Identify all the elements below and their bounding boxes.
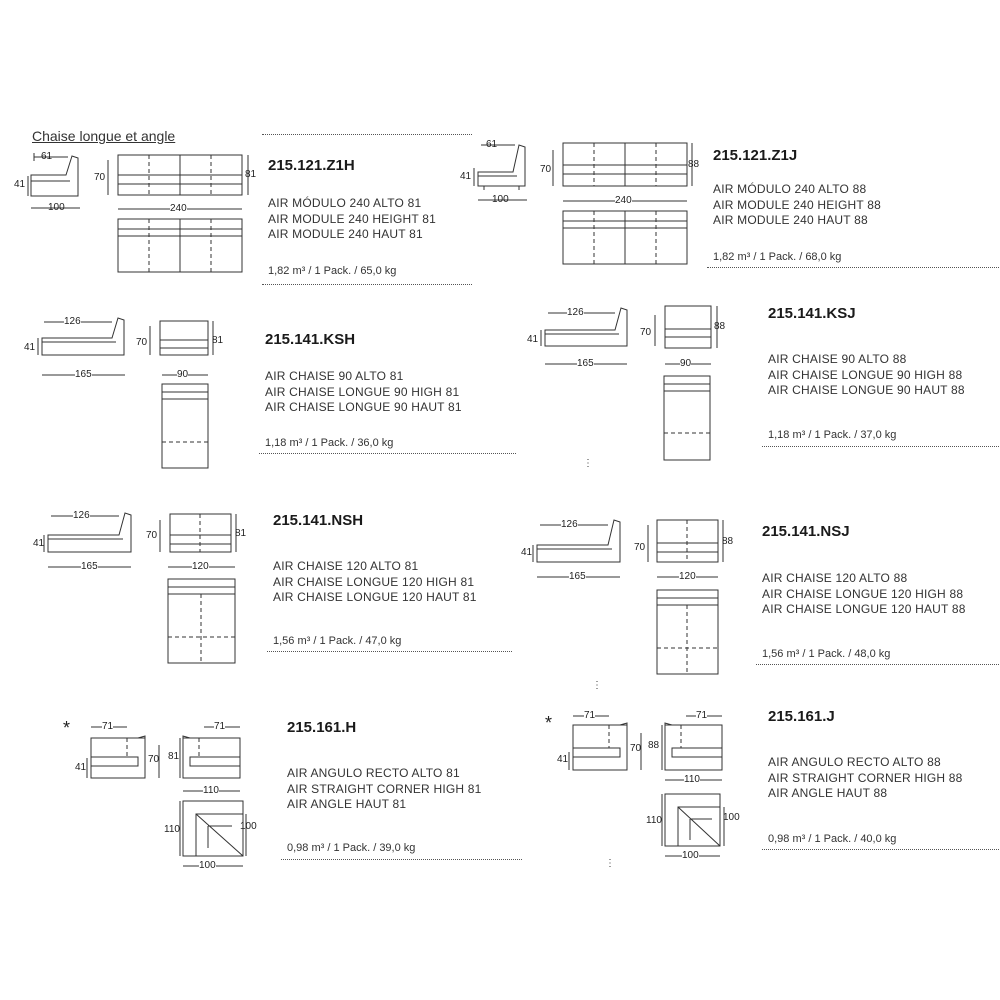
dim-label: 88 [648, 740, 660, 751]
dim-label: 71 [696, 710, 708, 721]
pack-info: 1,56 m³ / 1 Pack. / 47,0 kg [273, 635, 402, 647]
desc-line-es: AIR CHAISE 90 ALTO 88 [768, 352, 907, 366]
divider-line [762, 446, 999, 447]
dim-label: 240 [615, 195, 632, 206]
product-code: 215.141.KSJ [768, 305, 856, 322]
dim-label: 70 [634, 542, 646, 553]
dim-label: 100 [682, 850, 699, 861]
dim-label: 88 [688, 159, 700, 170]
dim-label: 41 [460, 171, 472, 182]
dim-label: 126 [567, 307, 584, 318]
product-description [265, 369, 462, 416]
product-code: 215.141.NSH [273, 512, 364, 529]
product-code: 215.121.Z1J [713, 147, 798, 164]
pack-info: 0,98 m³ / 1 Pack. / 40,0 kg [768, 833, 897, 845]
pack-info: 1,56 m³ / 1 Pack. / 48,0 kg [762, 648, 891, 660]
dim-label: 240 [170, 203, 187, 214]
dim-label: 165 [81, 561, 98, 572]
desc-line-fr: AIR MODULE 240 HAUT 88 [713, 213, 868, 227]
dim-label: 70 [630, 743, 642, 754]
divider-line [281, 859, 522, 860]
divider-line [707, 267, 999, 268]
dim-label: 70 [94, 172, 106, 183]
dim-label: 41 [557, 754, 569, 765]
dim-label: 41 [75, 762, 87, 773]
desc-line-es: AIR CHAISE 120 ALTO 81 [273, 559, 419, 573]
dim-label: 70 [148, 754, 160, 765]
desc-line-en: AIR CHAISE LONGUE 120 HIGH 88 [762, 586, 964, 601]
desc-line-en: AIR MODULE 240 HEIGHT 81 [268, 211, 436, 226]
drawing-215-141-ksh [38, 318, 213, 468]
product-code: 215.141.NSJ [762, 523, 850, 540]
product-description [768, 755, 963, 802]
desc-line-es: AIR CHAISE 90 ALTO 81 [265, 369, 404, 383]
dim-label: 70 [136, 337, 148, 348]
dim-label: 70 [146, 530, 158, 541]
dim-label: 88 [722, 536, 734, 547]
desc-line-es: AIR CHAISE 120 ALTO 88 [762, 571, 908, 585]
desc-line-es: AIR MÓDULO 240 ALTO 88 [713, 182, 867, 196]
desc-line-en: AIR CHAISE LONGUE 90 HIGH 88 [768, 367, 963, 382]
dim-label: 81 [168, 751, 180, 762]
dim-label: 165 [75, 369, 92, 380]
dim-label: 61 [41, 151, 53, 162]
divider-line [259, 453, 516, 454]
dim-label: 81 [212, 335, 224, 346]
desc-line-fr: AIR ANGLE HAUT 88 [768, 786, 888, 800]
dim-label: 70 [640, 327, 652, 338]
dim-label: 110 [646, 815, 662, 826]
dim-label: 110 [164, 824, 180, 835]
dim-label: 126 [561, 519, 578, 530]
dim-label: 41 [527, 334, 539, 345]
dim-label: 88 [714, 321, 726, 332]
star-marker: * [63, 718, 71, 738]
star-marker: * [545, 713, 553, 733]
product-code: 215.121.Z1H [268, 157, 355, 174]
desc-line-fr: AIR CHAISE LONGUE 90 HAUT 81 [265, 400, 462, 414]
desc-line-fr: AIR CHAISE LONGUE 120 HAUT 81 [273, 590, 477, 604]
dim-label: 41 [521, 547, 533, 558]
product-code: 215.161.J [768, 708, 835, 725]
ellipsis-marker: ⋮ [605, 858, 615, 869]
product-description [762, 571, 966, 618]
product-code: 215.161.H [287, 719, 357, 736]
dim-label: 81 [235, 528, 247, 539]
dim-label: 110 [684, 774, 700, 785]
desc-line-fr: AIR ANGLE HAUT 81 [287, 797, 407, 811]
divider-line [762, 849, 999, 850]
ellipsis-marker: ⋮ [592, 680, 602, 691]
desc-line-en: AIR STRAIGHT CORNER HIGH 88 [768, 770, 963, 785]
dim-label: 81 [245, 169, 257, 180]
dim-label: 100 [492, 194, 509, 205]
dim-label: 71 [584, 710, 596, 721]
desc-line-es: AIR MÓDULO 240 ALTO 81 [268, 196, 422, 210]
dim-label: 110 [203, 785, 219, 796]
dim-label: 71 [214, 721, 226, 732]
divider-line [262, 134, 472, 135]
product-description [713, 182, 881, 229]
dim-label: 120 [192, 561, 209, 572]
dim-label: 165 [569, 571, 586, 582]
desc-line-en: AIR STRAIGHT CORNER HIGH 81 [287, 781, 482, 796]
pack-info: 1,18 m³ / 1 Pack. / 37,0 kg [768, 429, 897, 441]
dim-label: 120 [679, 571, 696, 582]
drawing-215-141-ksj [541, 306, 717, 460]
desc-line-fr: AIR MODULE 240 HAUT 81 [268, 227, 423, 241]
desc-line-en: AIR MODULE 240 HEIGHT 88 [713, 197, 881, 212]
desc-line-fr: AIR CHAISE LONGUE 120 HAUT 88 [762, 602, 966, 616]
desc-line-en: AIR CHAISE LONGUE 90 HIGH 81 [265, 384, 460, 399]
pack-info: 1,18 m³ / 1 Pack. / 36,0 kg [265, 437, 394, 449]
dim-label: 126 [64, 316, 81, 327]
dim-label: 100 [240, 821, 257, 832]
dim-label: 41 [33, 538, 45, 549]
dim-label: 71 [102, 721, 114, 732]
dim-label: 100 [723, 812, 740, 823]
pack-info: 1,82 m³ / 1 Pack. / 65,0 kg [268, 265, 397, 277]
ellipsis-marker: ⋮ [583, 458, 593, 469]
product-code: 215.141.KSH [265, 331, 356, 348]
dim-label: 100 [199, 860, 216, 871]
drawing-215-161-j [569, 716, 724, 856]
dim-label: 126 [73, 510, 90, 521]
dim-label: 165 [577, 358, 594, 369]
product-description [768, 352, 965, 399]
dim-label: 90 [177, 369, 189, 380]
desc-line-es: AIR ANGULO RECTO ALTO 88 [768, 755, 941, 769]
desc-line-es: AIR ANGULO RECTO ALTO 81 [287, 766, 460, 780]
section-title: Chaise longue et angle [32, 128, 176, 144]
divider-line [756, 664, 999, 665]
dim-label: 41 [14, 179, 26, 190]
pack-info: 0,98 m³ / 1 Pack. / 39,0 kg [287, 842, 416, 854]
dim-label: 70 [540, 164, 552, 175]
dim-label: 61 [486, 139, 498, 150]
drawing-215-141-nsj [533, 520, 723, 674]
divider-line [267, 651, 512, 652]
product-description [268, 196, 436, 243]
desc-line-en: AIR CHAISE LONGUE 120 HIGH 81 [273, 574, 475, 589]
divider-line [262, 284, 472, 285]
drawing-215-141-nsh [44, 510, 236, 663]
desc-line-fr: AIR CHAISE LONGUE 90 HAUT 88 [768, 383, 965, 397]
drawing-215-161-h [87, 727, 246, 866]
dim-label: 41 [24, 342, 36, 353]
dim-label: 90 [680, 358, 692, 369]
dim-label: 100 [48, 202, 65, 213]
pack-info: 1,82 m³ / 1 Pack. / 68,0 kg [713, 251, 842, 263]
product-description [287, 766, 482, 813]
product-description [273, 559, 477, 606]
